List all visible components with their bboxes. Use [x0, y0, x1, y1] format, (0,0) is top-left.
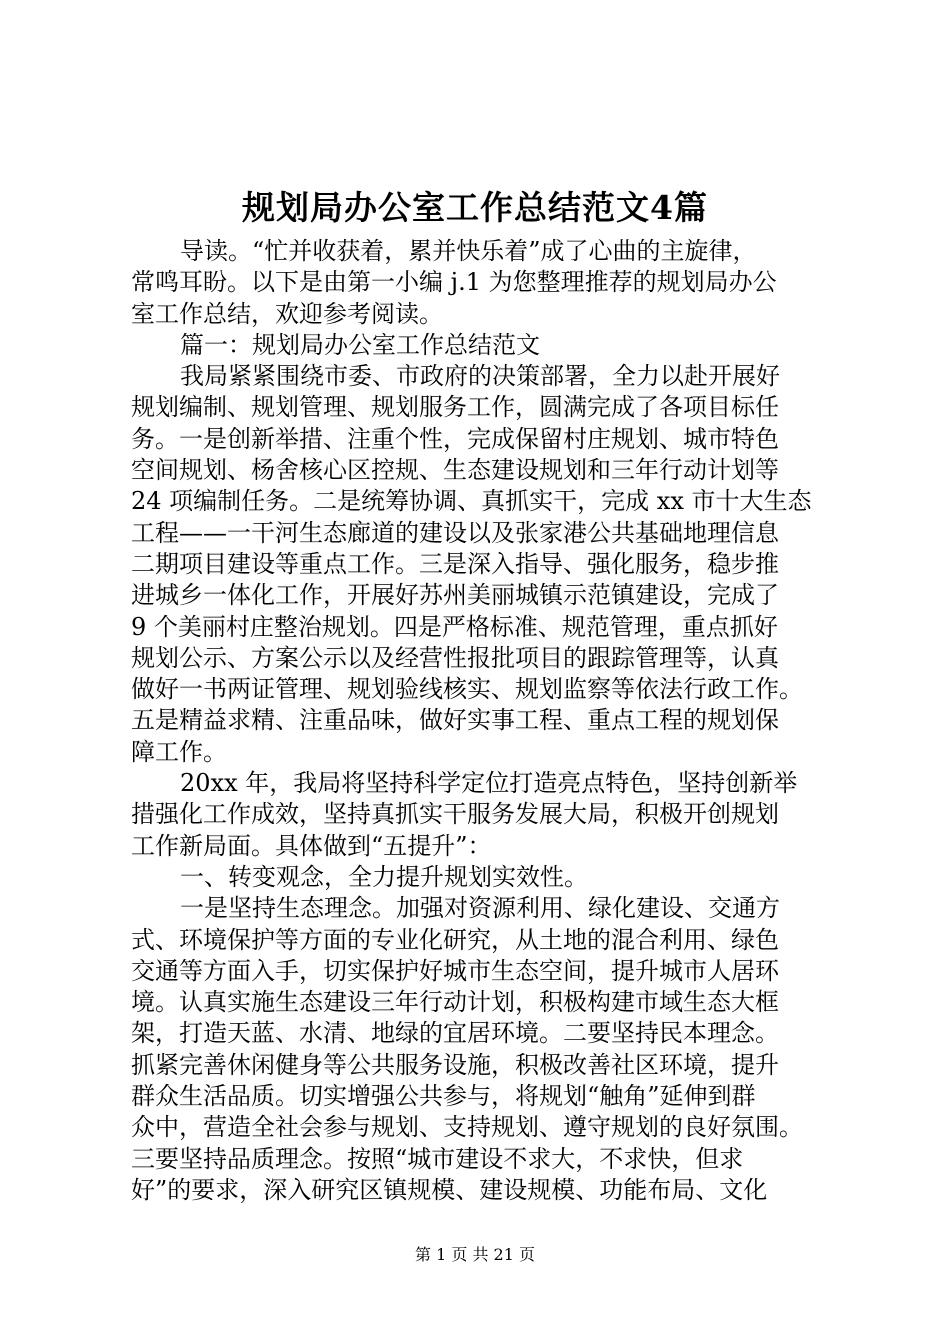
body-line: 我局紧紧围绕市委、市政府的决策部署，全力以赴开展好	[180, 362, 780, 391]
body-line: 境。认真实施生态建设三年行动计划，积极构建市域生态大框	[131, 988, 779, 1017]
body-line: 群众生活品质。切实增强公共参与，将规划“触角”延伸到群	[131, 1082, 756, 1111]
body-line: 务。一是创新举措、注重个性，完成保留村庄规划、城市特色	[131, 424, 779, 453]
body-line: 进城乡一体化工作，开展好苏州美丽城镇示范镇建设，完成了	[131, 581, 779, 610]
section-heading: 一、转变观念，全力提升规划实效性。	[180, 862, 588, 891]
body-line: 规划公示、方案公示以及经营性报批项目的跟踪管理等，认真	[131, 643, 779, 672]
body-line: 做好一书两证管理、规划验线核实、规划监察等依法行政工作。	[131, 675, 803, 704]
body-line: 式、环境保护等方面的专业化研究，从土地的混合利用、绿色	[131, 925, 779, 954]
body-line: 三要坚持品质理念。按照“城市建设不求大，不求快，但求	[131, 1144, 744, 1173]
body-line: 交通等方面入手，切实保护好城市生态空间，提升城市人居环	[131, 956, 779, 985]
body-line: 障工作。	[131, 737, 227, 766]
document-title: 规划局办公室工作总结范文4篇	[242, 188, 708, 227]
document-body	[131, 236, 831, 1206]
body-line: 9 个美丽村庄整治规划。四是严格标准、规范管理，重点抓好	[131, 612, 778, 641]
body-line: 导读。“忙并收获着，累并快乐着”成了心曲的主旋律，	[180, 237, 757, 265]
body-line: 好”的要求，深入研究区镇规模、建设规模、功能布局、文化	[131, 1175, 768, 1204]
body-line: 二期项目建设等重点工作。三是深入指导、强化服务，稳步推	[131, 549, 779, 578]
body-line: 众中，营造全社会参与规划、支持规划、遵守规划的良好氛围。	[131, 1113, 803, 1142]
body-line: 五是精益求精、注重品味，做好实事工程、重点工程的规划保	[131, 706, 779, 735]
body-line: 规划编制、规划管理、规划服务工作，圆满完成了各项目标任	[131, 393, 779, 422]
body-line: 一是坚持生态理念。加强对资源利用、绿化建设、交通方	[180, 894, 780, 923]
section-heading: 篇一：规划局办公室工作总结范文	[180, 330, 540, 359]
body-line: 抓紧完善休闲健身等公共服务设施，积极改善社区环境，提升	[131, 1050, 779, 1079]
body-line: 空间规划、杨舍核心区控规、生态建设规划和三年行动计划等	[131, 456, 779, 485]
body-line: 工作新局面。具体做到“五提升”：	[131, 831, 492, 860]
body-line: 措强化工作成效，坚持真抓实干服务发展大局，积极开创规划	[131, 800, 779, 829]
body-line: 24 项编制任务。二是统筹协调、真抓实干，完成 xx 市十大生态	[131, 487, 812, 516]
body-line: 20xx 年，我局将坚持科学定位打造亮点特色，坚持创新举	[180, 769, 798, 798]
page-footer: 第 1 页 共 21 页	[415, 1245, 535, 1264]
body-line: 工程——一干河生态廊道的建设以及张家港公共基础地理信息	[131, 518, 779, 547]
body-line: 架，打造天蓝、水清、地绿的宜居环境。二要坚持民本理念。	[131, 1019, 779, 1048]
body-line: 常鸣耳盼。以下是由第一小编 j.1 为您整理推荐的规划局办公	[131, 268, 777, 297]
body-line: 室工作总结，欢迎参考阅读。	[131, 299, 443, 328]
